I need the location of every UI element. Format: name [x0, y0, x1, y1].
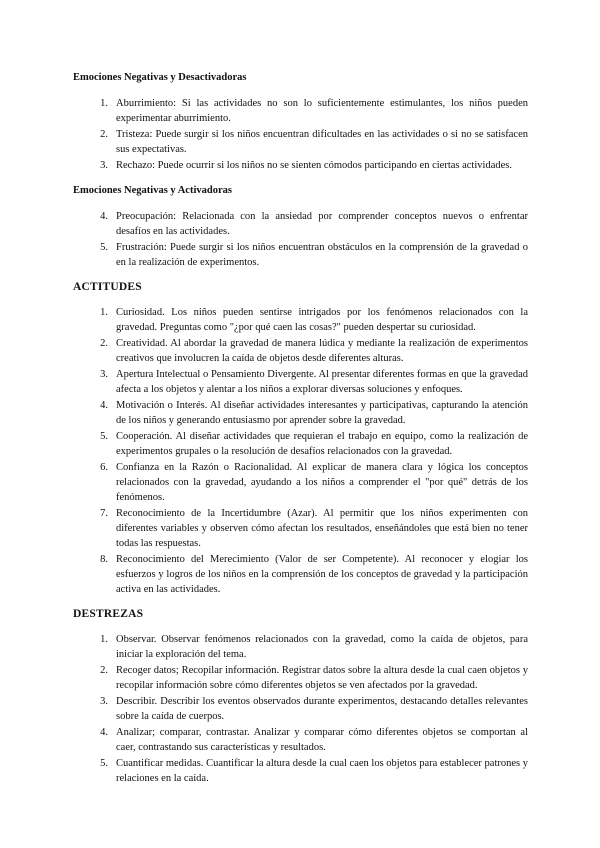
numbered-list [73, 632, 528, 786]
item-text: Frustración: Puede surgir si los niños encuentran obstáculos en la comprensión de la gravedad o en la realización de experimentos. [116, 242, 528, 268]
section-heading: DESTREZAS [73, 608, 144, 620]
list-item [73, 127, 528, 157]
item-number: 8. [100, 554, 108, 565]
item-text: Cooperación. Al diseñar actividades que requieran el trabajo en equipo, como la realización de experimentos grupales o la resolución de desafíos relacionados con la gravedad. [116, 431, 528, 457]
list-item [73, 694, 528, 724]
numbered-list [73, 209, 528, 270]
item-text: Creatividad. Al abordar la gravedad de manera lúdica y mediante la realización de experimentos creativos que involucren la caída de objetos desde diferentes alturas. [116, 338, 528, 364]
item-number: 7. [100, 508, 108, 519]
item-number: 3. [100, 696, 108, 707]
list-item [73, 398, 528, 428]
item-number: 3. [100, 160, 108, 171]
numbered-list [73, 305, 528, 597]
item-number: 1. [100, 634, 108, 645]
list-item [73, 663, 528, 693]
item-number: 4. [100, 727, 108, 738]
item-number: 5. [100, 242, 108, 253]
item-text: Reconocimiento de la Incertidumbre (Azar). Al permitir que los niños experimenten con diferentes variables y observen cómo afectan los resultados, enseñándoles que está bien no tener todas las respuestas. [116, 508, 528, 549]
list-item [73, 305, 528, 335]
item-number: 5. [100, 758, 108, 769]
list-item [73, 552, 528, 597]
item-number: 6. [100, 462, 108, 473]
list-item [73, 506, 528, 551]
item-text: Describir. Describir los eventos observados durante experimentos, destacando detalles relevantes sobre la caída de cuerpos. [116, 696, 528, 722]
list-item [73, 460, 528, 505]
document-body [73, 70, 528, 796]
item-text: Analizar; comparar, contrastar. Analizar y comparar cómo diferentes objetos se comportan al caer, contrastando sus características y resultados. [116, 727, 528, 753]
item-text: Confianza en la Razón o Racionalidad. Al explicar de manera clara y lógica los conceptos relacionados con la gravedad, ayudando a los niños a comprender el "por qué" detrás de los fenómenos. [116, 462, 528, 503]
item-number: 4. [100, 400, 108, 411]
list-item [73, 367, 528, 397]
section-heading: ACTITUDES [73, 281, 142, 293]
numbered-list [73, 96, 528, 173]
item-text: Rechazo: Puede ocurrir si los niños no se sienten cómodos participando en ciertas actividades. [116, 160, 512, 171]
item-number: 1. [100, 98, 108, 109]
list-item [73, 96, 528, 126]
item-text: Recoger datos; Recopilar información. Registrar datos sobre la altura desde la cual caen objetos y recopilar información sobre cómo diferentes objetos se ven afectados por la gravedad. [116, 665, 528, 691]
item-number: 5. [100, 431, 108, 442]
list-item [73, 725, 528, 755]
item-text: Reconocimiento del Merecimiento (Valor de ser Competente). Al reconocer y elogiar los esfuerzos y logros de los niños en la comprensión de los conceptos de gravedad y la participación activa en las actividades. [116, 554, 528, 595]
list-item [73, 240, 528, 270]
item-text: Curiosidad. Los niños pueden sentirse intrigados por los fenómenos relacionados con la gravedad. Preguntas como "¿por qué caen las cosas?" pueden despertar su curiosidad. [116, 307, 528, 333]
section-heading: Emociones Negativas y Activadoras [73, 185, 232, 196]
item-number: 2. [100, 665, 108, 676]
list-item [73, 209, 528, 239]
item-text: Aburrimiento: Si las actividades no son lo suficientemente estimulantes, los niños pueden experimentar aburrimiento. [116, 98, 528, 124]
list-item [73, 336, 528, 366]
item-number: 4. [100, 211, 108, 222]
list-item [73, 158, 528, 173]
item-text: Observar. Observar fenómenos relacionados con la gravedad, como la caída de objetos, para iniciar la exploración del tema. [116, 634, 528, 660]
item-text: Preocupación: Relacionada con la ansiedad por comprender conceptos nuevos o enfrentar desafíos en las actividades. [116, 211, 528, 237]
item-number: 3. [100, 369, 108, 380]
item-text: Cuantificar medidas. Cuantificar la altura desde la cual caen los objetos para establecer patrones y relaciones en la caída. [116, 758, 528, 784]
item-number: 1. [100, 307, 108, 318]
item-text: Tristeza: Puede surgir si los niños encuentran dificultades en las actividades o si no se satisfacen sus expectativas. [116, 129, 528, 155]
item-text: Apertura Intelectual o Pensamiento Divergente. Al presentar diferentes formas en que la gravedad afecta a los objetos y alentar a los niños a explorar diversas soluciones y enfoques. [116, 369, 528, 395]
item-number: 2. [100, 338, 108, 349]
list-item [73, 756, 528, 786]
list-item [73, 429, 528, 459]
list-item [73, 632, 528, 662]
item-text: Motivación o Interés. Al diseñar actividades interesantes y participativas, capturando la atención de los niños y generando entusiasmo por aprender sobre la gravedad. [116, 400, 528, 426]
section-heading: Emociones Negativas y Desactivadoras [73, 72, 247, 83]
item-number: 2. [100, 129, 108, 140]
